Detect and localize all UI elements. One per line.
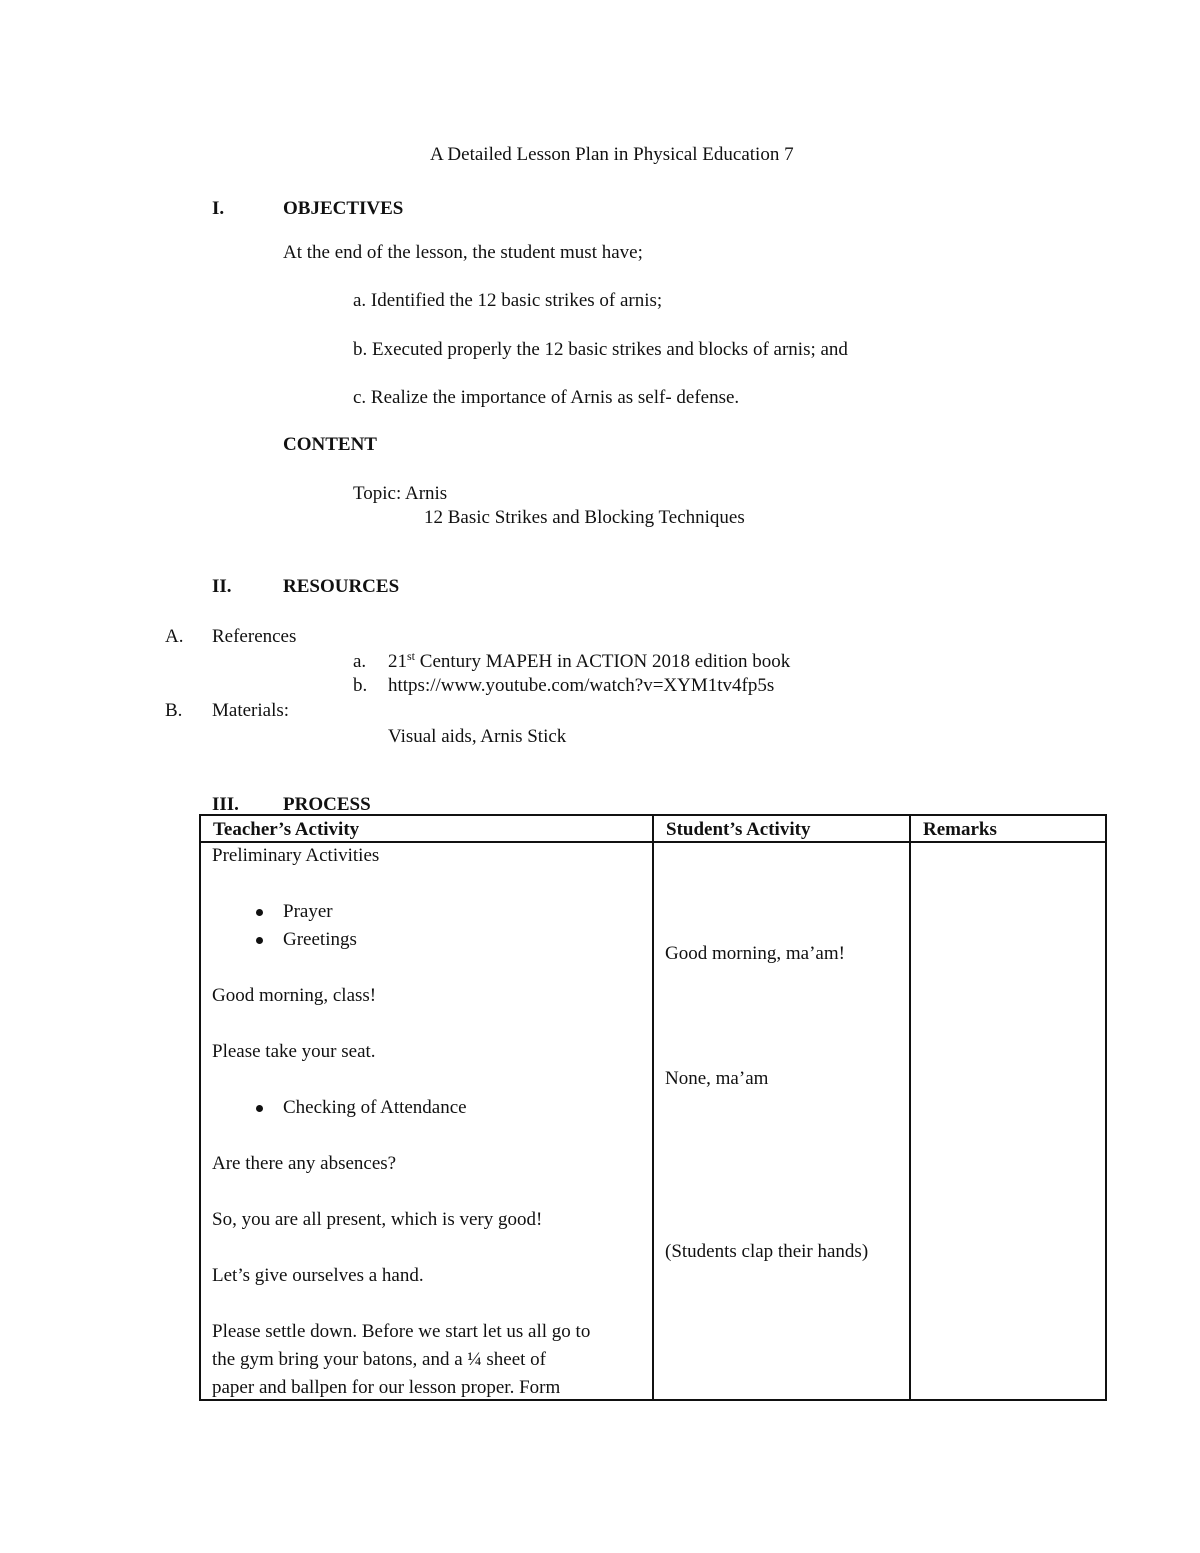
- reference-book-number: 21: [388, 651, 407, 672]
- reference-book-title: Century MAPEH in ACTION 2018 edition book: [415, 651, 791, 672]
- teacher-hand: Let’s give ourselves a hand.: [212, 1265, 424, 1286]
- objectives-number: I.: [212, 198, 225, 219]
- reference-url: https://www.youtube.com/watch?v=XYM1tv4fp5s: [388, 675, 775, 696]
- bullet-icon: [256, 937, 263, 944]
- objective-item: a. Identified the 12 basic strikes of arnis;: [353, 290, 663, 311]
- table-row: [200, 842, 1106, 1400]
- bullet-prayer: Prayer: [283, 901, 333, 922]
- teacher-activity-cell: [200, 842, 653, 1400]
- content-topic: Topic: Arnis: [353, 483, 448, 504]
- reference-book: [388, 651, 790, 673]
- column-header-remarks: [910, 815, 1106, 842]
- materials-text: Visual aids, Arnis Stick: [388, 726, 567, 747]
- teacher-seat: Please take your seat.: [212, 1041, 376, 1062]
- reference-marker: a.: [353, 651, 367, 672]
- reference-book-ordinal: st: [407, 649, 416, 663]
- materials-label: Materials:: [212, 700, 290, 721]
- student-reply-absences: None, ma’am: [665, 1068, 769, 1089]
- content-subtopic: 12 Basic Strikes and Blocking Techniques: [424, 507, 745, 528]
- teacher-settle-line: Please settle down. Before we start let us all go to: [212, 1321, 591, 1342]
- student-activity-cell: [653, 842, 910, 1400]
- student-reply-greeting: Good morning, ma’am!: [665, 943, 845, 964]
- reference-marker: b.: [353, 675, 368, 696]
- objective-item: c. Realize the importance of Arnis as self- defense.: [353, 387, 740, 408]
- column-header-teacher: [200, 815, 653, 842]
- content-heading: CONTENT: [283, 434, 377, 455]
- teacher-present: So, you are all present, which is very good!: [212, 1209, 543, 1230]
- student-reply-clap: (Students clap their hands): [665, 1241, 869, 1262]
- column-header-student: [653, 815, 910, 842]
- remarks-cell: [910, 842, 1106, 1400]
- teacher-greeting: Good morning, class!: [212, 985, 377, 1006]
- bullet-icon: [256, 909, 263, 916]
- process-heading: PROCESS: [283, 794, 371, 815]
- objectives-intro: At the end of the lesson, the student must have;: [283, 242, 643, 263]
- column-header-teacher-label: Teacher’s Activity: [213, 819, 360, 840]
- bullet-icon: [256, 1105, 263, 1112]
- resources-heading: RESOURCES: [283, 576, 400, 597]
- column-header-remarks-label: Remarks: [923, 819, 997, 840]
- teacher-settle-line: the gym bring your batons, and a ¼ sheet of: [212, 1349, 547, 1370]
- objective-item: b. Executed properly the 12 basic strikes and blocks of arnis; and: [353, 339, 848, 360]
- process-number: III.: [212, 794, 239, 815]
- references-letter: A.: [165, 626, 184, 647]
- teacher-absences: Are there any absences?: [212, 1153, 397, 1174]
- materials-letter: B.: [165, 700, 183, 721]
- bullet-attendance: Checking of Attendance: [283, 1097, 467, 1118]
- document-title: A Detailed Lesson Plan in Physical Education 7: [430, 144, 794, 165]
- resources-number: II.: [212, 576, 232, 597]
- objectives-heading: OBJECTIVES: [283, 198, 404, 219]
- bullet-greetings: Greetings: [283, 929, 357, 950]
- column-header-student-label: Student’s Activity: [666, 819, 811, 840]
- references-label: References: [212, 626, 297, 647]
- teacher-settle-line: paper and ballpen for our lesson proper. Form: [212, 1377, 561, 1398]
- table-header-row: [200, 815, 1106, 842]
- preliminary-activities: Preliminary Activities: [212, 845, 380, 866]
- process-table: [199, 814, 1107, 1401]
- remarks-content: [911, 843, 1105, 1399]
